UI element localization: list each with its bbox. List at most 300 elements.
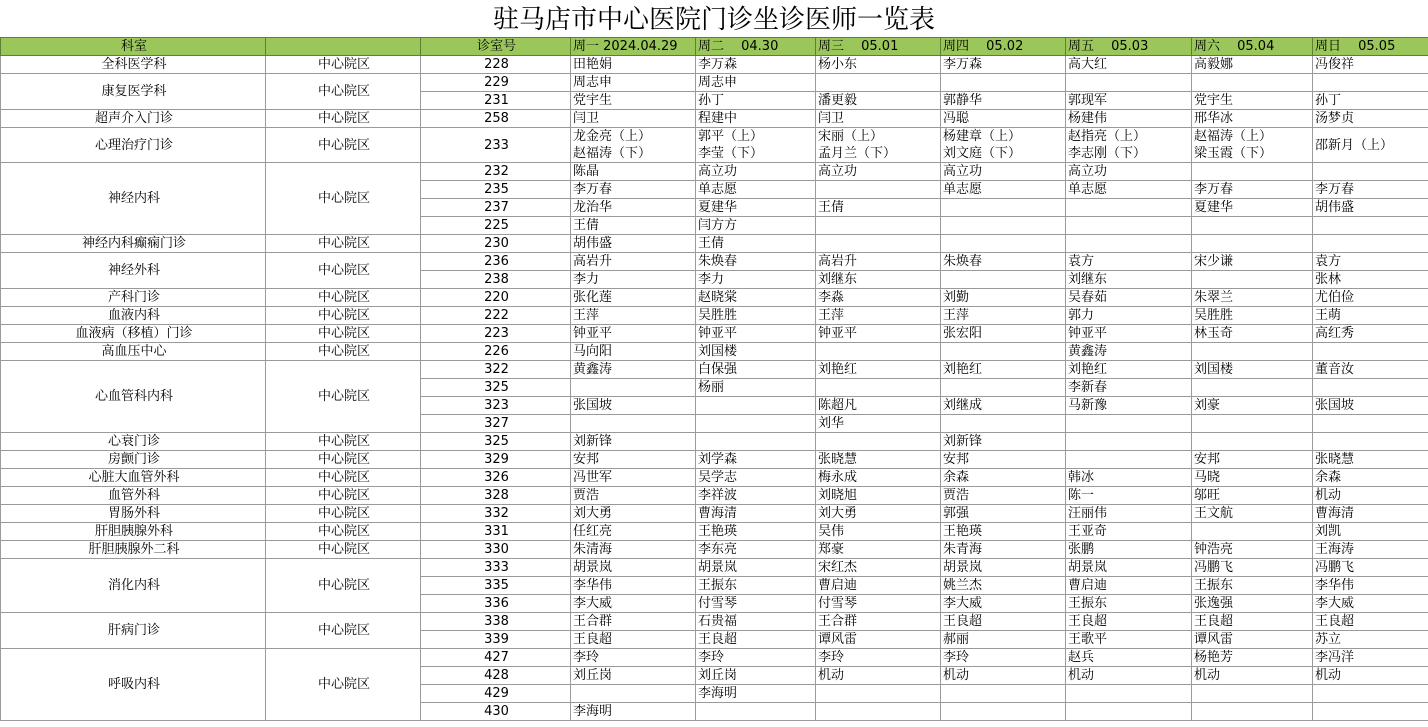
- area-cell: 中心院区: [266, 74, 421, 110]
- doctor-cell: 董音汝: [1313, 361, 1428, 379]
- dept-cell: 肝胆胰腺外科: [1, 523, 266, 541]
- doctor-cell: [816, 703, 941, 721]
- doctor-cell: 胡景岚: [696, 559, 816, 577]
- doctor-cell: 王振东: [1066, 595, 1192, 613]
- doctor-cell: [571, 685, 696, 703]
- doctor-cell: 谭风雷: [816, 631, 941, 649]
- doctor-cell: [1313, 235, 1428, 253]
- doctor-cell: 谭风雷: [1192, 631, 1313, 649]
- doctor-cell: 李万春: [1313, 181, 1428, 199]
- doctor-cell: 赵晓棠: [696, 289, 816, 307]
- doctor-cell: [1313, 163, 1428, 181]
- doctor-cell: 赵福涛（上） 梁玉霞（下）: [1192, 128, 1313, 163]
- doctor-cell: 吴学志: [696, 469, 816, 487]
- doctor-cell: 李玲: [941, 649, 1066, 667]
- doctor-cell: 单志愿: [941, 181, 1066, 199]
- doctor-cell: 杨建伟: [1066, 110, 1192, 128]
- room-cell: 330: [421, 541, 571, 559]
- table-row: [1, 523, 1428, 541]
- doctor-cell: 刘艳红: [941, 361, 1066, 379]
- doctor-cell: 刘艳红: [1066, 361, 1192, 379]
- area-cell: 中心院区: [266, 487, 421, 505]
- area-cell: 中心院区: [266, 451, 421, 469]
- doctor-cell: 胡伟盛: [1313, 199, 1428, 217]
- doctor-cell: [1192, 235, 1313, 253]
- doctor-cell: 孙丁: [696, 92, 816, 110]
- doctor-cell: 胡伟盛: [571, 235, 696, 253]
- doctor-cell: 王萌: [1313, 307, 1428, 325]
- doctor-cell: 苏立: [1313, 631, 1428, 649]
- area-cell: 中心院区: [266, 649, 421, 721]
- doctor-cell: 朱焕春: [696, 253, 816, 271]
- room-cell: 231: [421, 92, 571, 110]
- doctor-cell: 杨建章（上） 刘文庭（下）: [941, 128, 1066, 163]
- doctor-cell: [816, 685, 941, 703]
- doctor-cell: [1192, 343, 1313, 361]
- doctor-cell: 李万森: [696, 56, 816, 74]
- header-day-sat: 周六 05.04: [1192, 38, 1313, 56]
- doctor-cell: 王倩: [696, 235, 816, 253]
- doctor-cell: 李力: [571, 271, 696, 289]
- doctor-cell: 郭平（上） 李莹（下）: [696, 128, 816, 163]
- doctor-cell: 闫方方: [696, 217, 816, 235]
- doctor-cell: 付雪琴: [816, 595, 941, 613]
- room-cell: 429: [421, 685, 571, 703]
- room-cell: 332: [421, 505, 571, 523]
- doctor-cell: 龙金亮（上） 赵福涛（下）: [571, 128, 696, 163]
- table-row: [1, 487, 1428, 505]
- table-row: [1, 541, 1428, 559]
- doctor-cell: 高立功: [696, 163, 816, 181]
- dept-cell: 血液内科: [1, 307, 266, 325]
- schedule-table: [0, 37, 1428, 721]
- doctor-cell: 郑豪: [816, 541, 941, 559]
- doctor-cell: 党宇生: [571, 92, 696, 110]
- doctor-cell: [1066, 199, 1192, 217]
- doctor-cell: 刘继成: [941, 397, 1066, 415]
- header-day-thu: 周四 05.02: [941, 38, 1066, 56]
- doctor-cell: 王艳瑛: [941, 523, 1066, 541]
- area-cell: 中心院区: [266, 56, 421, 74]
- doctor-cell: 刘新锋: [941, 433, 1066, 451]
- room-cell: 322: [421, 361, 571, 379]
- doctor-cell: 刘大勇: [571, 505, 696, 523]
- doctor-cell: 郝丽: [941, 631, 1066, 649]
- doctor-cell: 郭现军: [1066, 92, 1192, 110]
- doctor-cell: [1313, 217, 1428, 235]
- dept-cell: 血液病（移植）门诊: [1, 325, 266, 343]
- doctor-cell: 李大威: [571, 595, 696, 613]
- doctor-cell: 单志愿: [696, 181, 816, 199]
- doctor-cell: 韩冰: [1066, 469, 1192, 487]
- room-cell: 222: [421, 307, 571, 325]
- header-day-sun: 周日 05.05: [1313, 38, 1428, 56]
- doctor-cell: 李玲: [571, 649, 696, 667]
- doctor-cell: 李新春: [1066, 379, 1192, 397]
- room-cell: 235: [421, 181, 571, 199]
- doctor-cell: 王良超: [1313, 613, 1428, 631]
- doctor-cell: [941, 343, 1066, 361]
- doctor-cell: 张国坡: [571, 397, 696, 415]
- doctor-cell: 王良超: [941, 613, 1066, 631]
- doctor-cell: 姚兰杰: [941, 577, 1066, 595]
- doctor-cell: 钟亚平: [571, 325, 696, 343]
- room-cell: 325: [421, 433, 571, 451]
- doctor-cell: [1192, 703, 1313, 721]
- doctor-cell: [1192, 433, 1313, 451]
- doctor-cell: 袁方: [1066, 253, 1192, 271]
- doctor-cell: 张逸强: [1192, 595, 1313, 613]
- doctor-cell: 钟亚平: [816, 325, 941, 343]
- doctor-cell: 夏建华: [696, 199, 816, 217]
- area-cell: 中心院区: [266, 559, 421, 613]
- doctor-cell: 余森: [941, 469, 1066, 487]
- doctor-cell: 王歌平: [1066, 631, 1192, 649]
- room-cell: 326: [421, 469, 571, 487]
- table-row: [1, 235, 1428, 253]
- dept-cell: 神经外科: [1, 253, 266, 289]
- room-cell: 427: [421, 649, 571, 667]
- doctor-cell: 刘继东: [1066, 271, 1192, 289]
- doctor-cell: 高立功: [941, 163, 1066, 181]
- table-row: [1, 361, 1428, 379]
- area-cell: 中心院区: [266, 325, 421, 343]
- doctor-cell: [1313, 433, 1428, 451]
- area-cell: 中心院区: [266, 307, 421, 325]
- doctor-cell: 李淼: [816, 289, 941, 307]
- doctor-cell: 高红秀: [1313, 325, 1428, 343]
- dept-cell: 产科门诊: [1, 289, 266, 307]
- doctor-cell: 刘大勇: [816, 505, 941, 523]
- page-title: 驻马店市中心医院门诊坐诊医师一览表: [492, 5, 935, 35]
- doctor-cell: 钟亚平: [1066, 325, 1192, 343]
- doctor-cell: 朱焕春: [941, 253, 1066, 271]
- dept-cell: 消化内科: [1, 559, 266, 613]
- doctor-cell: 朱青海: [941, 541, 1066, 559]
- doctor-cell: [571, 415, 696, 433]
- doctor-cell: 冯世军: [571, 469, 696, 487]
- doctor-cell: 林玉奇: [1192, 325, 1313, 343]
- doctor-cell: 李华伟: [1313, 577, 1428, 595]
- doctor-cell: 刘华: [816, 415, 941, 433]
- dept-cell: 神经内科: [1, 163, 266, 235]
- doctor-cell: 杨小东: [816, 56, 941, 74]
- table-row: [1, 325, 1428, 343]
- doctor-cell: [1192, 379, 1313, 397]
- doctor-cell: 安邦: [1192, 451, 1313, 469]
- dept-cell: 心血管科内科: [1, 361, 266, 433]
- doctor-cell: 夏建华: [1192, 199, 1313, 217]
- doctor-cell: [941, 415, 1066, 433]
- doctor-cell: 周志申: [571, 74, 696, 92]
- doctor-cell: 王倩: [816, 199, 941, 217]
- doctor-cell: [1066, 74, 1192, 92]
- doctor-cell: 刘勤: [941, 289, 1066, 307]
- header-day-tue: 周二 04.30: [696, 38, 816, 56]
- doctor-cell: 朱清海: [571, 541, 696, 559]
- room-cell: 226: [421, 343, 571, 361]
- doctor-cell: 袁方: [1313, 253, 1428, 271]
- doctor-cell: [1192, 163, 1313, 181]
- doctor-cell: 刘豪: [1192, 397, 1313, 415]
- table-row: [1, 451, 1428, 469]
- doctor-cell: 刘学森: [696, 451, 816, 469]
- doctor-cell: 邢华冰: [1192, 110, 1313, 128]
- doctor-cell: 王合群: [571, 613, 696, 631]
- dept-cell: 肝胆胰腺外二科: [1, 541, 266, 559]
- area-cell: 中心院区: [266, 361, 421, 433]
- room-cell: 331: [421, 523, 571, 541]
- room-cell: 236: [421, 253, 571, 271]
- doctor-cell: 龙治华: [571, 199, 696, 217]
- header-day-mon: 周一 2024.04.29: [571, 38, 696, 56]
- room-cell: 323: [421, 397, 571, 415]
- doctor-cell: [816, 433, 941, 451]
- area-cell: 中心院区: [266, 253, 421, 289]
- doctor-cell: [1192, 217, 1313, 235]
- doctor-cell: 吴胜胜: [696, 307, 816, 325]
- room-cell: 329: [421, 451, 571, 469]
- room-cell: 230: [421, 235, 571, 253]
- doctor-cell: 王萍: [816, 307, 941, 325]
- room-cell: 428: [421, 667, 571, 685]
- doctor-cell: [1313, 343, 1428, 361]
- area-cell: 中心院区: [266, 163, 421, 235]
- table-row: [1, 128, 1428, 163]
- doctor-cell: [941, 703, 1066, 721]
- room-cell: 430: [421, 703, 571, 721]
- dept-cell: 肝病门诊: [1, 613, 266, 649]
- doctor-cell: 贾浩: [571, 487, 696, 505]
- doctor-cell: 冯俊祥: [1313, 56, 1428, 74]
- doctor-cell: 曹海清: [1313, 505, 1428, 523]
- doctor-cell: 王萍: [941, 307, 1066, 325]
- doctor-cell: 邬旺: [1192, 487, 1313, 505]
- doctor-cell: 王良超: [1066, 613, 1192, 631]
- doctor-cell: 刘晓旭: [816, 487, 941, 505]
- area-cell: 中心院区: [266, 433, 421, 451]
- doctor-cell: [1066, 217, 1192, 235]
- doctor-cell: 孙丁: [1313, 92, 1428, 110]
- area-cell: 中心院区: [266, 505, 421, 523]
- doctor-cell: [941, 217, 1066, 235]
- doctor-cell: 吴春茹: [1066, 289, 1192, 307]
- doctor-cell: [1313, 703, 1428, 721]
- table-row: [1, 613, 1428, 631]
- room-cell: 225: [421, 217, 571, 235]
- doctor-cell: [1313, 379, 1428, 397]
- doctor-cell: 王文航: [1192, 505, 1313, 523]
- header-day-fri: 周五 05.03: [1066, 38, 1192, 56]
- doctor-cell: 张晓慧: [816, 451, 941, 469]
- doctor-cell: 杨丽: [696, 379, 816, 397]
- doctor-cell: 李万春: [1192, 181, 1313, 199]
- table-row: [1, 559, 1428, 577]
- doctor-cell: 宋少谦: [1192, 253, 1313, 271]
- doctor-cell: 机动: [1066, 667, 1192, 685]
- doctor-cell: 马新豫: [1066, 397, 1192, 415]
- area-cell: 中心院区: [266, 235, 421, 253]
- dept-cell: 心理治疗门诊: [1, 128, 266, 163]
- table-row: [1, 469, 1428, 487]
- doctor-cell: 机动: [816, 667, 941, 685]
- doctor-cell: [1066, 685, 1192, 703]
- doctor-cell: 尤伯俭: [1313, 289, 1428, 307]
- area-cell: 中心院区: [266, 289, 421, 307]
- table-row: [1, 253, 1428, 271]
- table-row: [1, 110, 1428, 128]
- room-cell: 327: [421, 415, 571, 433]
- header-area: [266, 38, 421, 56]
- doctor-cell: 田艳娟: [571, 56, 696, 74]
- doctor-cell: 郭力: [1066, 307, 1192, 325]
- room-cell: 333: [421, 559, 571, 577]
- doctor-cell: 闫卫: [816, 110, 941, 128]
- room-cell: 238: [421, 271, 571, 289]
- doctor-cell: 赵兵: [1066, 649, 1192, 667]
- doctor-cell: [1192, 523, 1313, 541]
- doctor-cell: 李万春: [571, 181, 696, 199]
- doctor-cell: 付雪琴: [696, 595, 816, 613]
- doctor-cell: [1313, 415, 1428, 433]
- doctor-cell: 王海涛: [1313, 541, 1428, 559]
- doctor-cell: [816, 74, 941, 92]
- table-row: [1, 289, 1428, 307]
- doctor-cell: [816, 235, 941, 253]
- doctor-cell: 张国坡: [1313, 397, 1428, 415]
- doctor-cell: 李海明: [696, 685, 816, 703]
- room-cell: 335: [421, 577, 571, 595]
- doctor-cell: 张宏阳: [941, 325, 1066, 343]
- doctor-cell: 刘丘岗: [696, 667, 816, 685]
- doctor-cell: 机动: [1192, 667, 1313, 685]
- area-cell: 中心院区: [266, 613, 421, 649]
- doctor-cell: 胡景岚: [571, 559, 696, 577]
- room-cell: 229: [421, 74, 571, 92]
- doctor-cell: 胡景岚: [941, 559, 1066, 577]
- doctor-cell: 任红亮: [571, 523, 696, 541]
- doctor-cell: 安邦: [941, 451, 1066, 469]
- dept-cell: 心脏大血管外科: [1, 469, 266, 487]
- doctor-cell: [1066, 415, 1192, 433]
- table-row: [1, 74, 1428, 92]
- room-cell: 338: [421, 613, 571, 631]
- dept-cell: 心衰门诊: [1, 433, 266, 451]
- doctor-cell: [1313, 74, 1428, 92]
- doctor-cell: 贾浩: [941, 487, 1066, 505]
- doctor-cell: 陈晶: [571, 163, 696, 181]
- doctor-cell: [941, 74, 1066, 92]
- doctor-cell: 郭静华: [941, 92, 1066, 110]
- doctor-cell: 陈超凡: [816, 397, 941, 415]
- room-cell: 258: [421, 110, 571, 128]
- doctor-cell: 高毅娜: [1192, 56, 1313, 74]
- doctor-cell: 吴伟: [816, 523, 941, 541]
- doctor-cell: 潘更毅: [816, 92, 941, 110]
- doctor-cell: 高大红: [1066, 56, 1192, 74]
- doctor-cell: 冯鹏飞: [1192, 559, 1313, 577]
- doctor-cell: 黄鑫涛: [1066, 343, 1192, 361]
- dept-cell: 高血压中心: [1, 343, 266, 361]
- doctor-cell: 吴胜胜: [1192, 307, 1313, 325]
- doctor-cell: 张鹏: [1066, 541, 1192, 559]
- doctor-cell: 王萍: [571, 307, 696, 325]
- table-row: [1, 505, 1428, 523]
- doctor-cell: [941, 271, 1066, 289]
- doctor-cell: 刘国楼: [1192, 361, 1313, 379]
- doctor-cell: [816, 379, 941, 397]
- room-cell: 228: [421, 56, 571, 74]
- doctor-cell: 机动: [1313, 667, 1428, 685]
- room-cell: 232: [421, 163, 571, 181]
- doctor-cell: 冯聪: [941, 110, 1066, 128]
- doctor-cell: 周志申: [696, 74, 816, 92]
- doctor-cell: 杨艳芳: [1192, 649, 1313, 667]
- doctor-cell: 王倩: [571, 217, 696, 235]
- table-header-row: [1, 38, 1428, 56]
- area-cell: 中心院区: [266, 523, 421, 541]
- doctor-cell: [696, 415, 816, 433]
- doctor-cell: [816, 217, 941, 235]
- doctor-cell: [1192, 74, 1313, 92]
- doctor-cell: 高立功: [816, 163, 941, 181]
- doctor-cell: [1066, 703, 1192, 721]
- doctor-cell: 宋红杰: [816, 559, 941, 577]
- doctor-cell: [1192, 271, 1313, 289]
- doctor-cell: 李海明: [571, 703, 696, 721]
- doctor-cell: 高立功: [1066, 163, 1192, 181]
- doctor-cell: 白保强: [696, 361, 816, 379]
- doctor-cell: 曹启迪: [816, 577, 941, 595]
- doctor-cell: 曹海清: [696, 505, 816, 523]
- doctor-cell: 刘凯: [1313, 523, 1428, 541]
- doctor-cell: 冯鹏飞: [1313, 559, 1428, 577]
- doctor-cell: 机动: [1313, 487, 1428, 505]
- room-cell: 237: [421, 199, 571, 217]
- dept-cell: 血管外科: [1, 487, 266, 505]
- area-cell: 中心院区: [266, 110, 421, 128]
- doctor-cell: 石贵福: [696, 613, 816, 631]
- doctor-cell: 梅永成: [816, 469, 941, 487]
- doctor-cell: 邵新月（上）: [1313, 128, 1428, 163]
- area-cell: 中心院区: [266, 343, 421, 361]
- doctor-cell: [816, 343, 941, 361]
- doctor-cell: [816, 181, 941, 199]
- doctor-cell: [1313, 685, 1428, 703]
- header-room: 诊室号: [421, 38, 571, 56]
- doctor-cell: 钟浩亮: [1192, 541, 1313, 559]
- area-cell: 中心院区: [266, 541, 421, 559]
- room-cell: 339: [421, 631, 571, 649]
- doctor-cell: 单志愿: [1066, 181, 1192, 199]
- doctor-cell: 王艳瑛: [696, 523, 816, 541]
- doctor-cell: 王振东: [1192, 577, 1313, 595]
- doctor-cell: 李玲: [816, 649, 941, 667]
- header-day-wed: 周三 05.01: [816, 38, 941, 56]
- doctor-cell: 陈一: [1066, 487, 1192, 505]
- doctor-cell: 党宇生: [1192, 92, 1313, 110]
- doctor-cell: 李冯洋: [1313, 649, 1428, 667]
- doctor-cell: 曹启迪: [1066, 577, 1192, 595]
- schedule-body: [1, 56, 1428, 721]
- doctor-cell: 李力: [696, 271, 816, 289]
- doctor-cell: 刘继东: [816, 271, 941, 289]
- table-row: [1, 343, 1428, 361]
- doctor-cell: 李祥波: [696, 487, 816, 505]
- doctor-cell: [696, 703, 816, 721]
- doctor-cell: 王振东: [696, 577, 816, 595]
- doctor-cell: [1192, 685, 1313, 703]
